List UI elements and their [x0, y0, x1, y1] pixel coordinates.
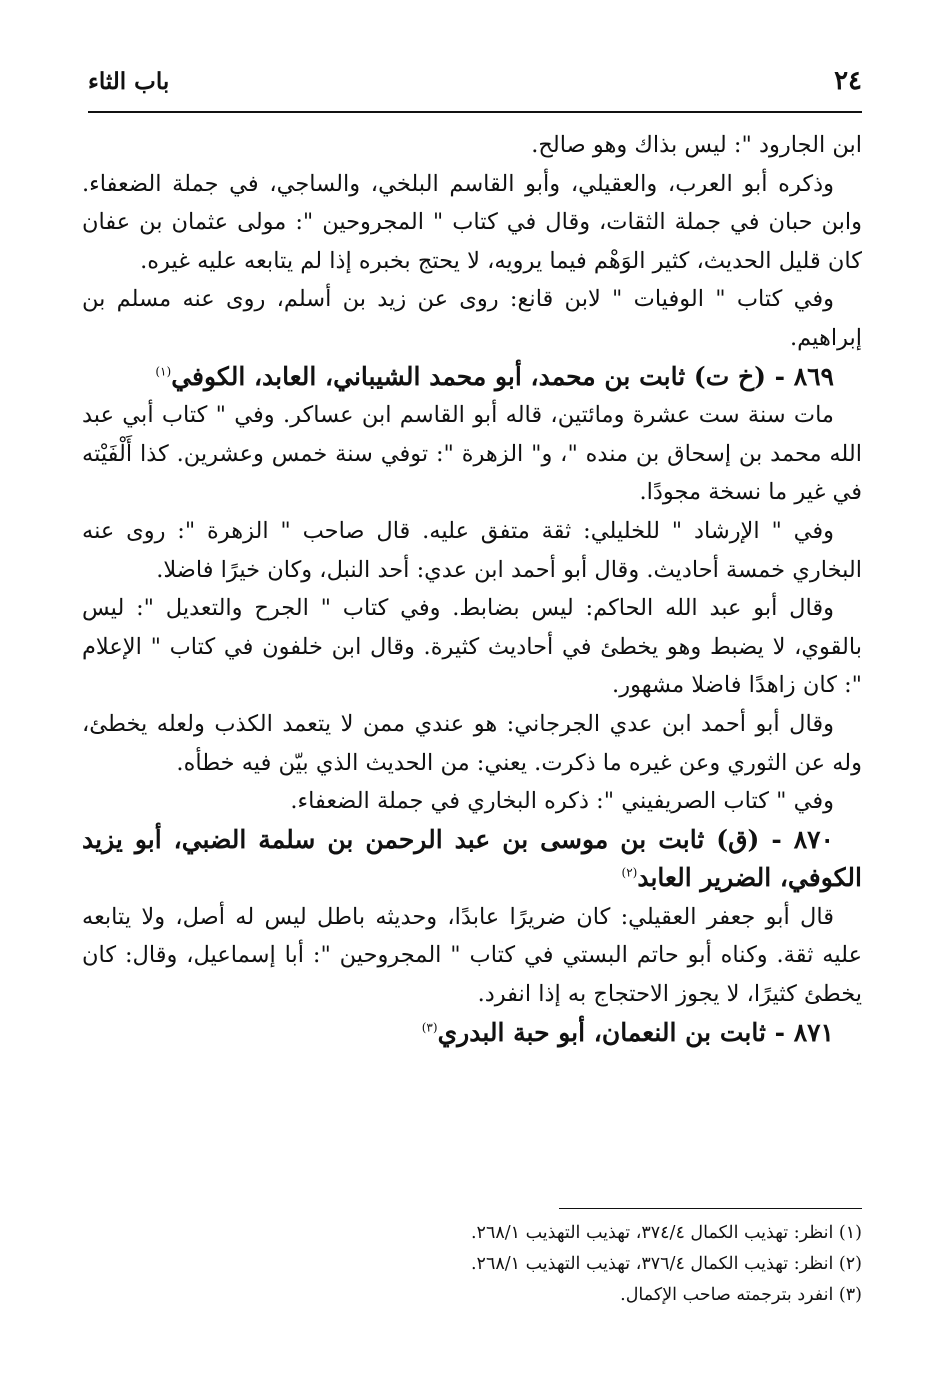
footnote-marker: (٣) — [421, 1020, 438, 1035]
chapter-title: باب الثاء — [88, 68, 170, 95]
header-divider — [88, 111, 862, 113]
paragraph: مات سنة ست عشرة ومائتين، قاله أبو القاسم ابن عساكر. وفي " كتاب أبي عبد الله محمد بن إسحاق بن منده "، و" الزهرة ": توفي سنة خمس وعشرين. كذا أَلْفَيْته في غير ما نسخة مجودًا. — [82, 402, 862, 506]
paragraph: وذكره أبو العرب، والعقيلي، وأبو القاسم البلخي، والساجي، في جملة الضعفاء. وابن حبان في جملة الثقات، وقال في كتاب " المجروحين ": مولى عثمان بن عفان كان قليل الحديث، كثير الوَهْم فيما يرويه، لا يحتج بخبره إذا لم يتابعه عليه غيره. — [82, 170, 862, 274]
footnote-item: (١) انظر: تهذيب الكمال ٣٧٤/٤، تهذيب التهذيب ٢٦٨/١. — [470, 1223, 862, 1243]
entry-heading-871 — [82, 1014, 862, 1053]
footnote-marker: (١) — [155, 364, 172, 379]
page-number: ٢٤ — [834, 66, 862, 96]
paragraph: وفي " كتاب الصريفيني ": ذكره البخاري في جملة الضعفاء. — [290, 788, 834, 815]
entry-heading-869 — [82, 358, 862, 397]
footnote-marker: (٢) — [621, 865, 638, 880]
footnotes — [82, 1218, 862, 1311]
paragraph: وفي كتاب " الوفيات " لابن قانع: روى عن زيد بن أسلم، روى عنه مسلم بن إبراهيم. — [82, 286, 862, 351]
paragraph: وفي " الإرشاد " للخليلي: ثقة متفق عليه. قال صاحب " الزهرة ": روى عنه البخاري خمسة أحاديث. وقال أبو أحمد ابن عدي: أحد النبل، وكان خيرًا فاضلا. — [82, 517, 862, 583]
entry-title: ٨٦٩ - (خ ت) ثابت بن محمد، أبو محمد الشيباني، العابد، الكوفي — [171, 361, 834, 391]
footnote-item: (٣) انفرد بترجمته صاحب الإكمال. — [620, 1285, 862, 1305]
paragraph: وقال أبو أحمد ابن عدي الجرجاني: هو عندي ممن لا يتعمد الكذب ولعله يخطئ، وله عن الثوري وعن غيره ما ذكرت. يعني: من الحديث الذي بيّن فيه خطأه. — [82, 710, 862, 776]
footnote-divider — [559, 1208, 862, 1209]
page-header — [88, 66, 862, 106]
entry-heading-870 — [82, 821, 862, 898]
paragraph: ابن الجارود ": ليس بذاك وهو صالح. — [531, 132, 862, 158]
paragraph: وقال أبو عبد الله الحاكم: ليس بضابط. وفي كتاب " الجرح والتعديل ": ليس بالقوي، لا يضبط وهو يخطئ في أحاديث كثيرة. وقال ابن خلفون في كتاب " الإعلام ": كان زاهدًا فاضلا مشهور. — [82, 595, 862, 699]
paragraph: قال أبو جعفر العقيلي: كان ضريرًا عابدًا، وحديثه باطل ليس له أصل، ولا يتابعه عليه ثقة. وكناه أبو حاتم البستي في كتاب " المجروحين ": أبا إسماعيل، وقال: كان يخطئ كثيرًا، لا يجوز الاحتجاج به إذا انفرد. — [82, 903, 862, 1008]
main-text — [82, 126, 862, 1052]
entry-title: ٨٧١ - ثابت بن النعمان، أبو حبة البدري — [437, 1017, 834, 1047]
footnote-item: (٢) انظر: تهذيب الكمال ٣٧٦/٤، تهذيب التهذيب ٢٦٨/١. — [470, 1254, 862, 1274]
entry-title: ٨٧٠ - (ق) ثابت بن موسى بن عبد الرحمن بن سلمة الضبي، أبو يزيد الكوفي، الضرير العابد — [82, 824, 862, 893]
